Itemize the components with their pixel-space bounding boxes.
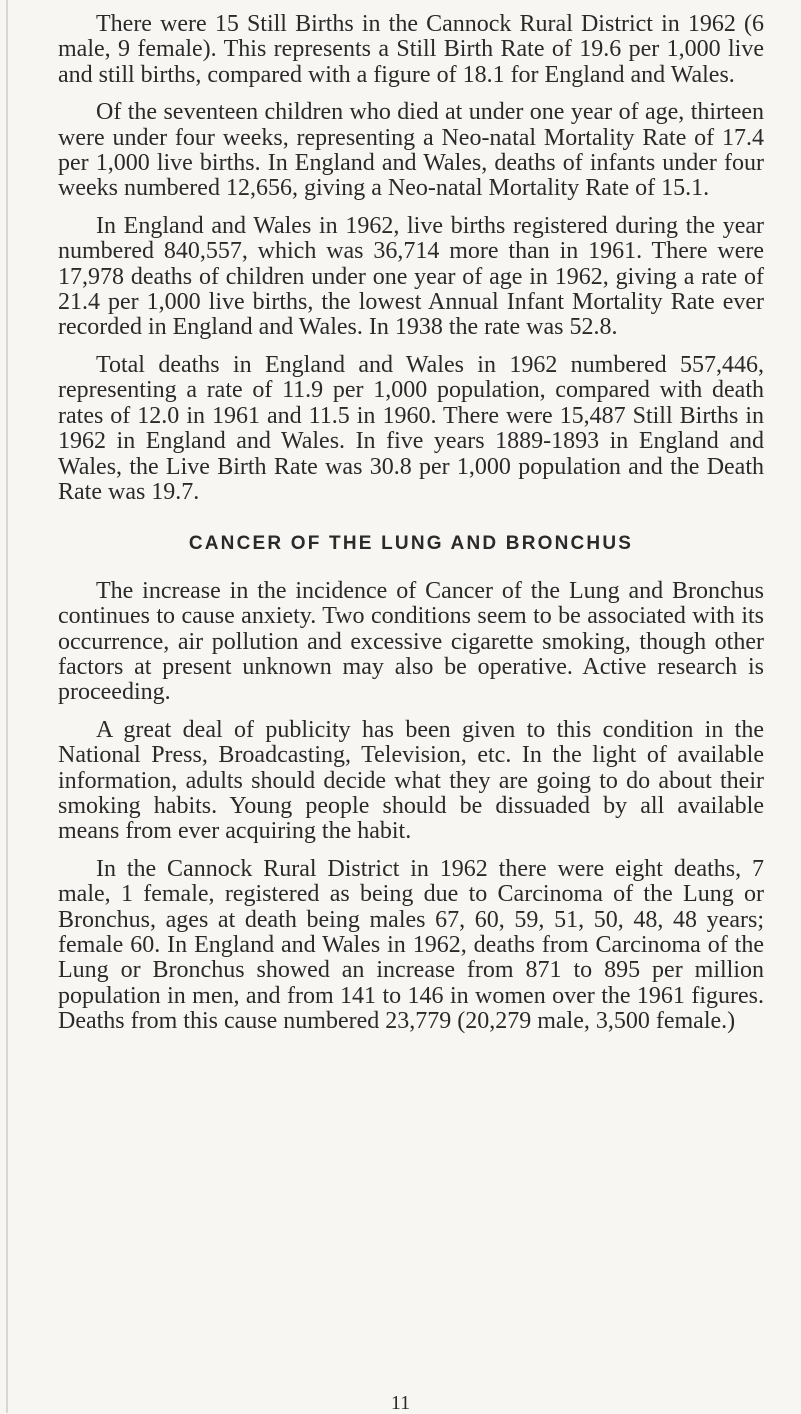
paragraph-still-births: There were 15 Still Births in the Cannock Rural District in 1962 (6 male, 9 female). This represents a Still Birth Rate of 19.6 per 1,000 live and still births, compared with a figure of 18.1 for England and Wales. <box>58 11 764 88</box>
page-number: 11 <box>390 1392 411 1414</box>
page-edge-shadow <box>6 0 8 1413</box>
paragraph-neonatal-mortality: Of the seventeen children who died at under one year of age, thirteen were under four weeks, representing a Neo-natal Mortality Rate of 17.4 per 1,000 live births. In England and Wales, deaths of infants under four weeks numbered 12,656, giving a Neo-natal Mortality Rate of 15.1. <box>58 99 764 202</box>
body-text <box>58 12 764 1047</box>
paragraph-cannock-deaths: In the Cannock Rural District in 1962 there were eight deaths, 7 male, 1 female, registered as being due to Carcinoma of the Lung or Bronchus, ages at death being males 67, 60, 59, 51, 50, 48, 48 years; female 60. In England and Wales in 1962, deaths from Carcinoma of the Lung or Bronchus showed an increase from 871 to 895 per million population in men, and from 141 to 146 in women over the 1961 figures. Deaths from this cause numbered 23,779 (20,279 male, 3,500 female.) <box>58 855 764 1035</box>
section-heading: CANCER OF THE LUNG AND BRONCHUS <box>188 533 634 555</box>
paragraph-infant-mortality: In England and Wales in 1962, live births registered during the year numbered 840,557, which was 36,714 more than in 1961. There were 17,978 deaths of children under one year of age in 1962, giving a rate of 21.4 per 1,000 live births, the lowest Annual Infant Mortality Rate ever recorded in England and Wales. In 1938 the rate was 52.8. <box>58 212 764 341</box>
paragraph-cancer-incidence: The increase in the incidence of Cancer of the Lung and Bronchus continues to cause anxiety. Two conditions seem to be associated with its occurrence, air pollution and excessive cigarette smoking, though other factors at present unknown may also be operative. Active research is proceeding. <box>58 577 764 706</box>
paragraph-total-deaths: Total deaths in England and Wales in 1962 numbered 557,446, representing a rate of 11.9 per 1,000 population, compared with death rates of 12.0 in 1961 and 11.5 in 1960. There were 15,487 Still Births in 1962 in England and Wales. In five years 1889-1893 in England and Wales, the Live Birth Rate was 30.8 per 1,000 population and the Death Rate was 19.7. <box>58 351 764 505</box>
paragraph-publicity: A great deal of publicity has been given to this condition in the National Press, Broadcasting, Television, etc. In the light of available information, adults should decide what they are going to do about their smoking habits. Young people should be dissuaded by all available means from ever acquiring the habit. <box>58 716 764 845</box>
